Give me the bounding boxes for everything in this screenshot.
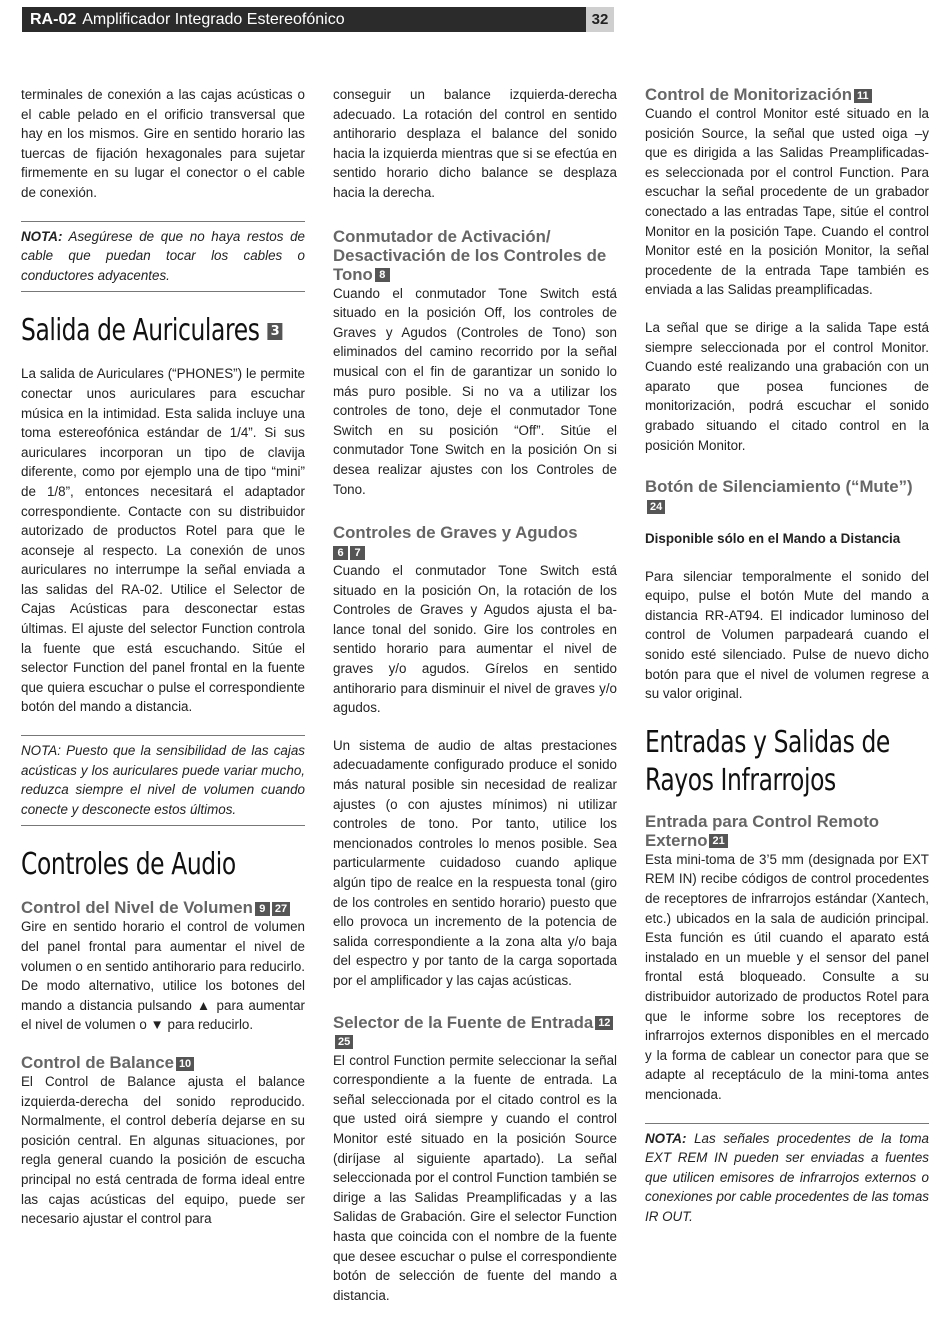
paragraph: Cuando el conmutador Tone Switch está situado en la posición On, la rotación de los Controles de Graves y Agudos ajusta el ba-lance tonal del sonido. Gire los controles en sentido horario para aumentar el nivel de graves y/o agudos. Gírelos en sentido antihorario para disminuir el nivel de graves y/o agudos.	[333, 563, 617, 716]
header-title: Amplificador Integrado Estereofónico	[82, 10, 345, 28]
page-number: 32	[586, 7, 614, 32]
ref-badge: 9	[255, 902, 270, 916]
ref-badge: 27	[272, 902, 290, 916]
subheading-ext-rem: Entrada para Control Remoto Externo 21	[645, 811, 880, 850]
note-label: NOTA:	[21, 228, 63, 244]
ref-badge: 21	[709, 834, 727, 848]
paragraph: terminales de conexión a las cajas acústicas o el cable pelado en el orificio transversal que hay en los mismos. Gire en sentido horario las tuercas de fijación hexagonales para sujetar firmemente en su lugar el conector o el cable de conexión.	[21, 87, 305, 200]
mute-subtitle: Disponible sólo en el Mando a Distancia	[645, 531, 901, 547]
ref-badge: 6	[333, 546, 348, 560]
column-3	[645, 85, 929, 1253]
paragraph: Cuando el conmutador Tone Switch está situado en la posición Off, los controles de Graves y Agudos (Controles de Tono) son eliminados del camino recorrido por la señal musical con el fin de garantizar un sonido lo más puro posible. Si no va a utilizar los controles de tono, deje el conmutador Tone Switch en su posición “Off”. Sitúe el conmutador Tone Switch en la posición On si desea realizar ajustes con los Controles de Tono.	[333, 285, 617, 497]
paragraph: El control Function permite seleccionar la señal correspondiente a la fuente de entrada. La señal seleccionada por el citado control es la que usted oirá siempre y cuando el control Monitor esté situado en la posición Source (diríjase al siguiente apartado). La señal seleccionada por el control Function también se dirige a las Salidas Preamplificadas y a las Salidas de Grabación. Gire el selector Function hasta que coincida con el nombre de la fuente que desee escuchar o pulse el correspondiente botón de selección de fuente del mando a distancia.	[333, 1052, 617, 1303]
page-header	[22, 7, 614, 32]
subheading-balance: Control de Balance 10	[21, 1053, 305, 1072]
note-box	[645, 1123, 929, 1233]
subheading-tono: Conmutador de Activación/ Desactivación de los Controles de Tono 8	[333, 226, 607, 284]
note-text: Las señales procedentes de la toma EXT REM IN pueden ser enviadas a fuentes que utilicen emisores de infrarrojos externos o conexiones por cable procedentes de las tomas IR OUT.	[645, 1130, 929, 1224]
paragraph: Un sistema de audio de altas prestaciones adecuadamente configurado produce el sonido más natural posible sin necesidad de realizar ajustes (o con ajustes mínimos) ni utilizar controles de tono. Por tanto, utilice los mencionados controles lo menos posible. Sea particularmente cuidadoso cuando aplique algún tipo de realce en la respuesta tonal (giro de los controles en sentido horario) puesto que ello provoca un incremento de la potencia de salida correspondiente a la zona alta y/o baja del espectro y por tanto de la carga soportada por el amplificador y las cajas acústicas.	[333, 737, 617, 988]
section-heading-ir-line2: Rayos Infrarrojos	[645, 762, 836, 798]
section-heading-auriculares: Salida de Auriculares 3	[21, 312, 243, 350]
ref-badge: 24	[647, 500, 665, 514]
paragraph: Esta mini-toma de 3’5 mm (designada por EXT REM IN) recibe códigos de control procedentes de receptores de infrarrojos estándar (Xantech, etc.) ubicados en la sala de audición principal. Esta función es útil cuando el aparato está instalado en un mueble y el sensor del panel frontal está bloqueado. Consulte a su distribuidor autorizado de productos Rotel para que le informe sobre los receptores de infrarrojos externos disponibles en el mercado y la forma de cablear un conector para que se adapte al receptáculo de la mini-toma antes mencionada.	[645, 851, 929, 1102]
subheading-volumen: Control del Nivel de Volumen 9 27	[21, 898, 305, 917]
paragraph: Cuando el control Monitor esté situado en la posición Source, la señal que usted oiga –y que es dirigida a las Salidas Preamplificadas-es seleccionada por el control Function. Para escuchar la señal procedente de un grabador conectado a las entradas Tape, sitúe el control Monitor en la posición Tape. Cuando el control Monitor esté en la posición Monitor, la señal procedente de la entrada Tape también es enviada a las Salidas preamplificadas.	[645, 106, 929, 298]
subheading-monitor: Control de Monitorización 11	[645, 85, 929, 104]
paragraph: El Control de Balance ajusta el balance izquierda-derecha del sonido reproducido. Normalmente, el control debería dejarse en su posición central. En algunas situaciones, por regla general cuando la posición de escucha principal no está centrada de forma ideal entre las cajas acústicas del equipo, puede ser necesario ajustar el control para	[21, 1073, 305, 1227]
ref-badge: 3	[267, 323, 282, 340]
paragraph: La señal que se dirige a la salida Tape está siempre seleccionada por el control Monitor. Cuando esté realizando una grabación con un aparato que posea funciones de monitorización, podrá escuchar el sonido grabado situando el citado control en la posición Monitor.	[645, 319, 929, 453]
ref-badge: 8	[375, 268, 390, 282]
section-heading-audio: Controles de Audio	[21, 847, 236, 883]
subheading-mute: Botón de Silenciamiento (“Mute”)24	[645, 477, 913, 513]
subheading-graves-agudos: Controles de Graves y Agudos 6 7	[333, 523, 578, 559]
column-2	[333, 85, 617, 1323]
ref-badge: 10	[176, 1057, 194, 1071]
column-1	[21, 85, 305, 1247]
note-label: NOTA:	[645, 1130, 687, 1146]
paragraph: conseguir un balance izquierda-derecha adecuado. La rotación del control en sentido antihorario desplaza el balance del sonido hacia la izquierda mientras que si se efectúa en sentido horario dicho balance se desplaza hacia la derecha.	[333, 87, 617, 200]
paragraph: Gire en sentido horario el control de volumen del panel frontal para aumentar el nivel de volumen o en sentido antihorario para reducirlo. De modo alternativo, utilice los botones del mando a distancia pulsando ▲ para aumentar el nivel de volumen o ▼ para reducirlo.	[21, 919, 305, 1033]
ref-badge: 7	[350, 546, 365, 560]
ref-badge: 11	[854, 89, 872, 103]
note-text: NOTA: Puesto que la sensibilidad de las cajas acústicas y los auriculares puede variar mucho, reduzca siempre el nivel de volumen cuando conecte y desconecte estos últimos.	[21, 743, 305, 817]
note-text: Asegúrese de que no haya restos de cable que puedan tocar los cables o conductores adyacentes.	[21, 228, 305, 283]
note-box	[21, 221, 305, 293]
section-heading-ir-line1: Entradas y Salidas de	[645, 724, 890, 760]
ref-badge: 12	[595, 1016, 613, 1030]
paragraph: La salida de Auriculares (“PHONES”) le permite conectar unos auriculares para escuchar música en la intimidad. Esta salida incluye una toma estereofónica estándar de 1/4”. Si sus auriculares incorporan un tipo de clavija diferente, como por ejemplo una de tipo “mini” de 1/8”, entonces necesitará el adaptador correspondiente. Contacte con su distribuidor autorizado de productos Rotel para que le aconseje al respecto. La conexión de unos auriculares no interrumpe la señal enviada a las salidas del RA-02. Utilice el Selector de Cajas Acústicas para desconectar estas últimas. El ajuste del selector Function controla la fuente que está escuchando. Sitúe el selector Function del panel frontal en la fuente que quiera escuchar o pulse el correspondiente botón del mando a distancia.	[21, 366, 305, 715]
note-box	[21, 735, 305, 826]
model-name: RA-02	[30, 10, 77, 28]
ref-badge: 25	[335, 1035, 353, 1049]
subheading-selector: Selector de la Fuente de Entrada 1225	[333, 1013, 617, 1051]
paragraph: Para silenciar temporalmente el sonido del equipo, pulse el botón Mute del mando a distancia RR-AT94. El indicador luminoso del control de Volumen parpadeará cuando el sonido esté silenciado. Pulse de nuevo dicho botón para que el nivel de volumen regrese a su valor original.	[645, 568, 929, 702]
